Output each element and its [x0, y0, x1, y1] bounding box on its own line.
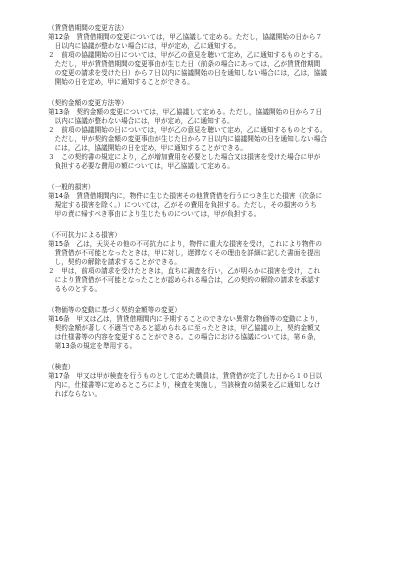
article-17-section — [48, 363, 388, 399]
article-line: 第13条 契約金額の変更については，甲乙協議して定める。ただし，協議開始の日から７日 — [48, 108, 323, 116]
article-line: るものとする。 — [48, 285, 102, 293]
article-line: 第12条 賃貸借期間の変更については，甲乙協議して定める。ただし，協議開始の日から７ — [48, 33, 323, 41]
article-heading: （不可抗力による損害） — [48, 231, 122, 239]
article-heading: （一般的損害） — [48, 183, 95, 191]
article-line: の変更の請求を受けた日）から７日以内に協議開始の日を通知しない場合には，乙は，協議 — [48, 69, 328, 77]
article-line: ２ 前項の協議開始の日については，甲が乙の意見を聴いて定め，乙に通知するものとする。 — [48, 126, 327, 134]
article-line: 第14条 賃貸借期間内に，物件に生じた損害その他賃貸借を行うにつき生じた損害（次条に — [48, 192, 323, 200]
article-line: 第16条 甲又は乙は，賃貸借期間内に予期することのできない異常な物価等の変動により， — [48, 315, 323, 323]
article-line: 内に，仕様書等に定めるところにより，検査を実施し，当該検査の結果を乙に通知しなけ — [48, 381, 321, 389]
article-16-section — [48, 306, 388, 351]
article-line: ２ 甲は，前項の請求を受けたときは，直ちに調査を行い，乙が明らかに損害を受け，これ — [48, 267, 321, 275]
article-line: 第15条 乙は，天災その他の不可抗力により，物件に重大な損害を受け，これにより物件の — [48, 240, 322, 248]
article-line: ただし，甲が賃貸借期間の変更事由が生じた日（前条の場合にあっては，乙が賃貸借期間 — [48, 60, 321, 68]
article-heading: （物価等の変動に基づく契約金額等の変更） — [48, 306, 181, 314]
article-line: により賃貸借が不可能となったことが認められる場合は，乙の契約の解除の請求を承認す — [48, 276, 321, 284]
article-line: し，契約の解除を請求することができる。 — [48, 258, 181, 266]
article-line: ２ 前項の協議開始の日については，甲が乙の意見を聴いて定め，乙に通知するものとする。 — [48, 51, 327, 59]
article-15-section — [48, 231, 388, 294]
article-line: ればならない。 — [48, 390, 102, 398]
article-heading: （検査） — [48, 363, 75, 371]
article-line: 第13条の規定を準用する。 — [48, 342, 137, 350]
article-line: 規定する損害を除く。）については，乙がその費用を負担する。ただし，その損害のうち — [48, 201, 317, 209]
article-line: は仕様書等の内容を変更することができる。この場合における協議については，第６条， — [48, 333, 321, 341]
article-14-section — [48, 183, 388, 219]
article-line: 契約金額が著しく不適当であると認められるに至ったときは，甲乙協議の上，契約金額又 — [48, 324, 321, 332]
article-line: 開始の日を定め，甲に通知することができる。 — [48, 78, 194, 86]
article-heading: （賃貸借期間の変更方法） — [48, 24, 128, 32]
article-line: には，乙は，協議開始の日を定め，甲に通知することができる。 — [48, 144, 248, 152]
article-line: 第17条 甲又は甲が検査を行うものとして定めた職員は，賃貸借が完了した日から１０日以 — [48, 372, 323, 380]
article-13-section — [48, 99, 388, 171]
article-line: ただし，甲が契約金額の変更事由が生じた日から７日以内に協議開始の日を通知しない場合 — [48, 135, 328, 143]
article-line: 賃貸借が不可能となったときは，甲に対し，遅滞なくその理由を詳細に記した書面を提出 — [48, 249, 321, 257]
article-line: ３ この契約書の規定により，乙が増加費用を必要とした場合又は損害を受けた場合に甲が — [48, 153, 321, 161]
article-line: 負担する必要な費用の額については，甲乙協議して定める。 — [48, 162, 234, 170]
article-heading: （契約金額の変更方法等） — [48, 99, 128, 107]
article-12-section — [48, 24, 388, 87]
article-line: 以内に協議が整わない場合には，甲が定め，乙に通知する。 — [48, 117, 234, 125]
article-line: 甲の責に帰すべき事由により生じたものについては，甲が負担する。 — [48, 210, 261, 218]
document-page — [48, 24, 388, 399]
article-line: 日以内に協議が整わない場合には，甲が定め，乙に通知する。 — [48, 42, 241, 50]
